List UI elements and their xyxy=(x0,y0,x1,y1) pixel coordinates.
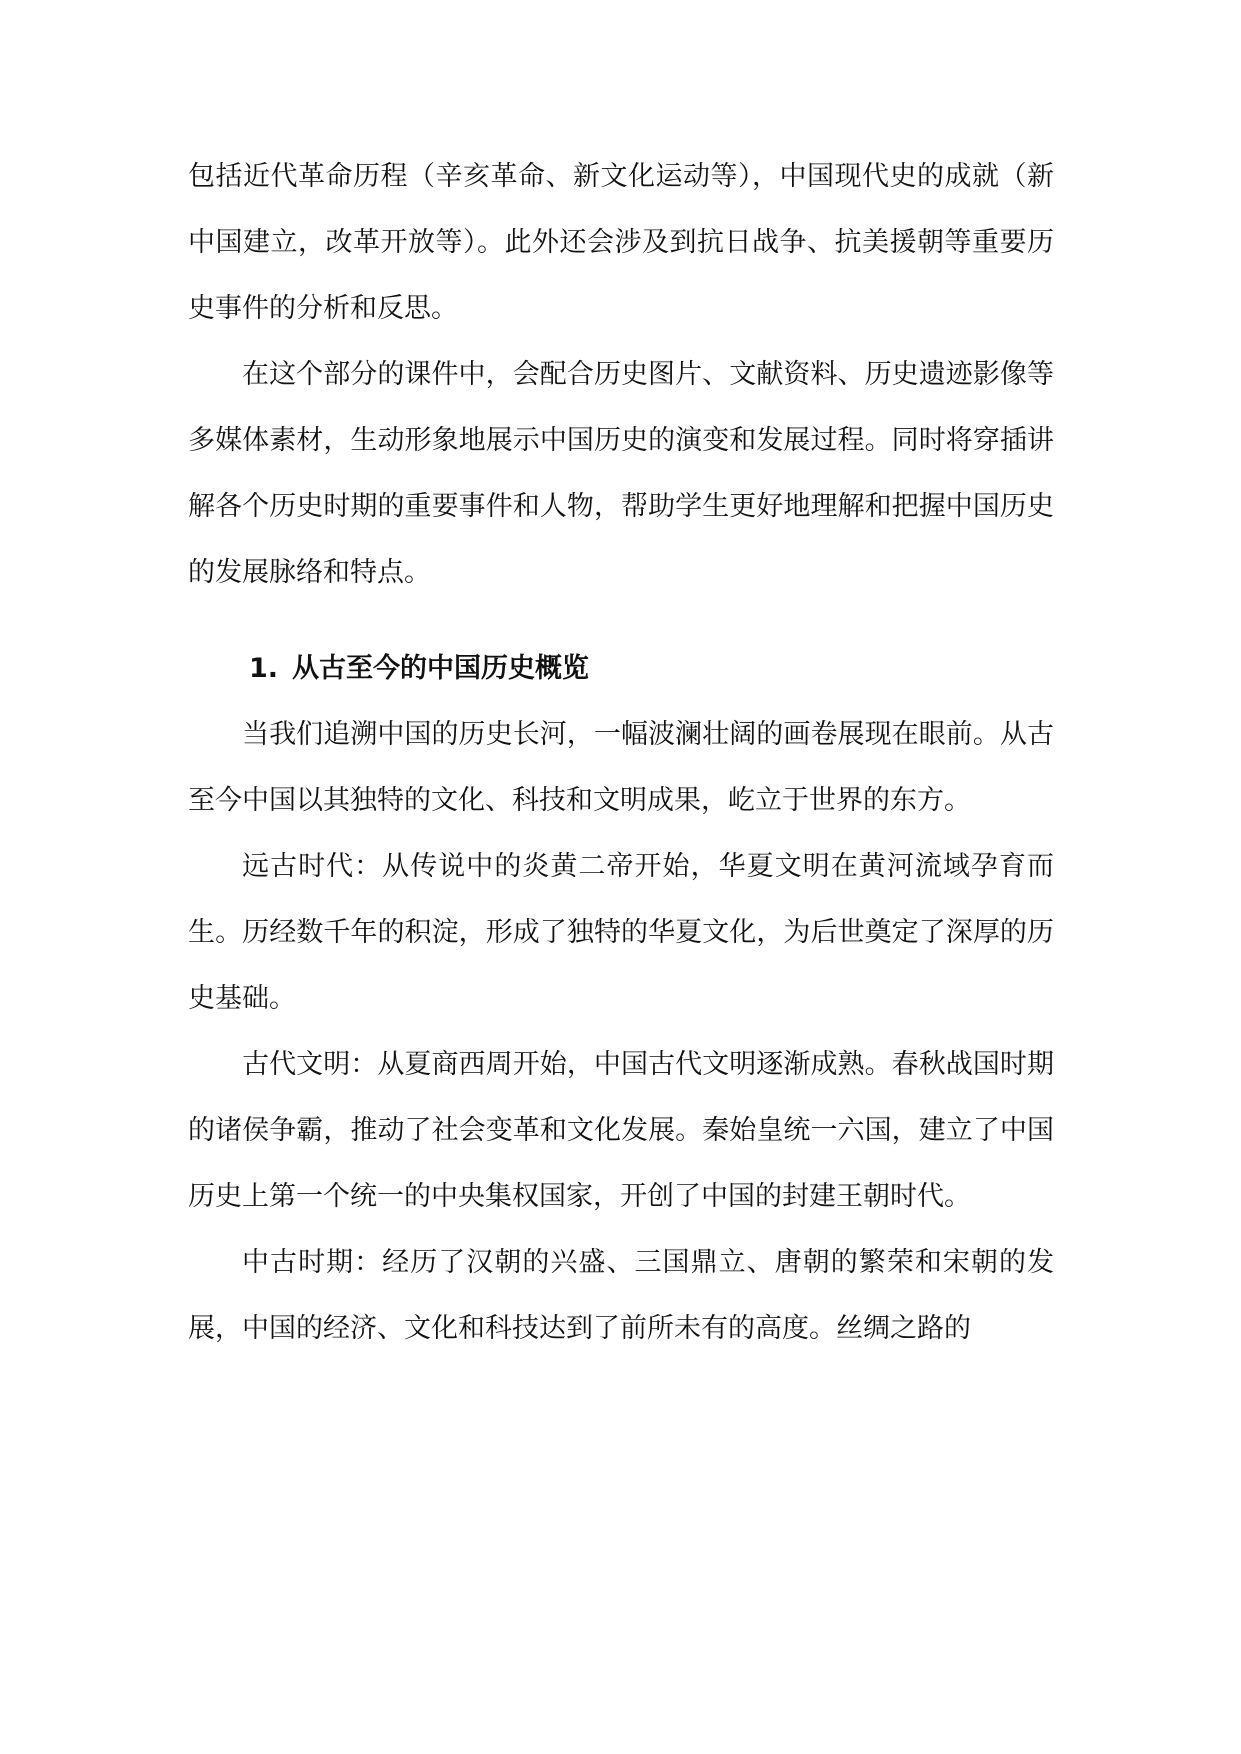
section-title: 从古至今的中国历史概览 xyxy=(292,653,590,684)
paragraph-medieval-period: 中古时期：经历了汉朝的兴盛、三国鼎立、唐朝的繁荣和宋朝的发展，中国的经济、文化和科技达到了前所未有的高度。丝绸之路的 xyxy=(188,1247,1054,1344)
paragraph-courseware: 在这个部分的课件中，会配合历史图片、文献资料、历史遗迹影像等多媒体素材，生动形象地展示中国历史的演变和发展过程。同时将穿插讲解各个历史时期的重要事件和人物，帮助学生更好地理解和把握中国历史的发展脉络和特点。 xyxy=(188,359,1054,588)
paragraph-ancient-civilization: 古代文明：从夏商西周开始，中国古代文明逐渐成熟。春秋战国时期的诸侯争霸，推动了社会变革和文化发展。秦始皇统一六国，建立了中国历史上第一个统一的中央集权国家，开创了中国的封建王朝时代。 xyxy=(188,1049,1054,1212)
section-heading xyxy=(188,636,1054,702)
paragraph-ancient-era: 远古时代：从传说中的炎黄二帝开始，华夏文明在黄河流域孕育而生。历经数千年的积淀，形成了独特的华夏文化，为后世奠定了深厚的历史基础。 xyxy=(188,851,1054,1014)
paragraph-continued: 包括近代革命历程（辛亥革命、新文化运动等），中国现代史的成就（新中国建立，改革开放等）。此外还会涉及到抗日战争、抗美援朝等重要历史事件的分析和反思。 xyxy=(188,161,1054,324)
document-body xyxy=(188,144,1054,1362)
section-number: 1. xyxy=(249,653,279,684)
paragraph-intro: 当我们追溯中国的历史长河，一幅波澜壮阔的画卷展现在眼前。从古至今中国以其独特的文化、科技和文明成果，屹立于世界的东方。 xyxy=(188,719,1054,816)
